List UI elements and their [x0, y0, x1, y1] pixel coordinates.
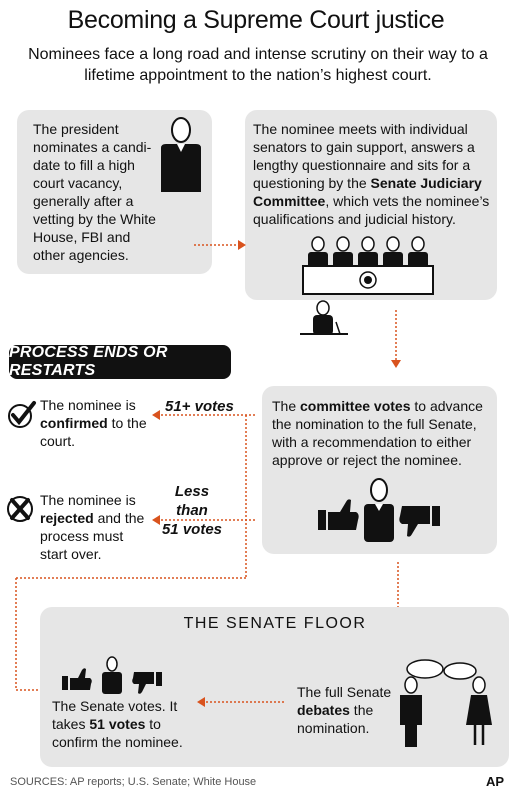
page-subtitle: Nominees face a long road and intense scrutiny on their way to a lifetime appointment to the nation’s highest court.: [28, 46, 488, 84]
ap-logo: AP: [485, 774, 504, 789]
votes-less-than-line2: 51 votes: [161, 521, 223, 538]
step-3-text: The committee votes to advance the nomination to the full Senate, with a recommendation to either approve or reject the nominee.: [272, 398, 483, 468]
senate-vote-text: The Senate votes. It takes 51 votes to confirm the nominee.: [52, 698, 183, 750]
speech-bubble-icon: [407, 660, 476, 679]
step-1-text: The president nominates a candi-date to fill a high court vacancy, generally after a vetting by the White House, FBI and other agencies.: [33, 121, 156, 263]
step-2-text: The nominee meets with individual senators to gain support, answers a lengthy questionnaire and sits for a questioning by the Senate Judiciary Committee, which vets the nominee’s qualifications and judicial history.: [253, 121, 490, 227]
senate-floor-title: THE SENATE FLOOR: [183, 615, 367, 632]
sources: SOURCES: AP reports; U.S. Senate; White House: [10, 776, 257, 788]
rejected-text: The nominee is rejected and the process must start over.: [40, 492, 145, 562]
debate-icon: [395, 659, 500, 763]
votes-51-plus-label: 51+ votes: [165, 398, 234, 415]
page-title: Becoming a Supreme Court justice: [67, 6, 445, 34]
votes-less-than-line1: Less than: [174, 483, 210, 519]
senate-debate-text: The full Senate debates the nomination.: [297, 684, 392, 736]
confirmed-text: The nominee is confirmed to the court.: [40, 397, 147, 449]
process-banner: PROCESS ENDS OR RESTARTS: [9, 345, 231, 379]
